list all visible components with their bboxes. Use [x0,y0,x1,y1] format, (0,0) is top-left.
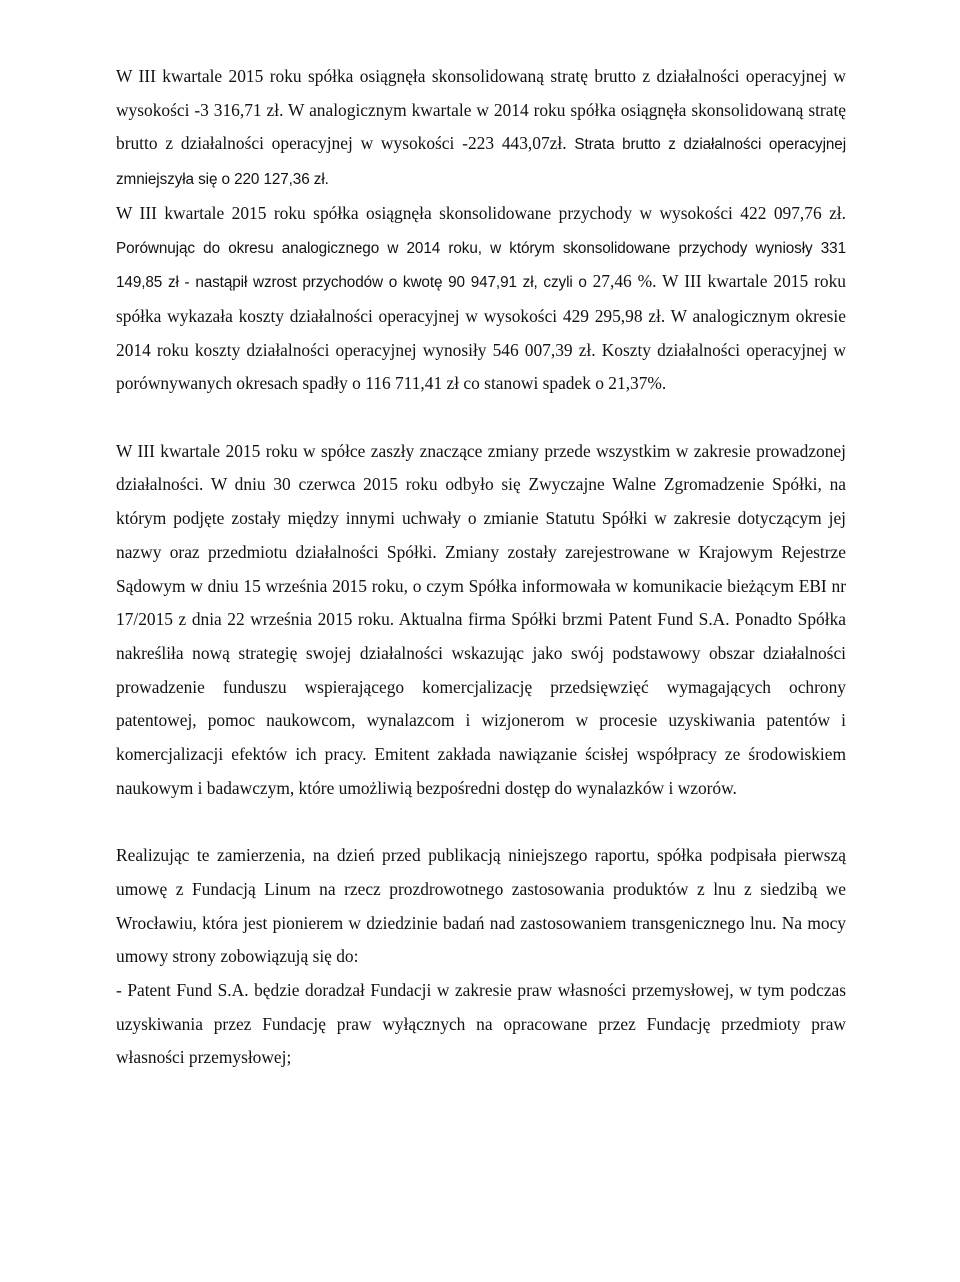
paragraph-agreement [116,839,846,974]
paragraph-revenue-costs [116,197,846,401]
text-segment: Realizując te zamierzenia, na dzień przed publikacją niniejszego raportu, spółka podpisała pierwszą umowę z Fundacją Linum na rzecz prozdrowotnego zastosowania produktów z lnu z siedzibą we Wrocławiu, która jest pionierem w dziedzinie badań nad zastosowaniem transgenicznego lnu. Na mocy umowy strony zobowiązują się do: [116,845,846,967]
text-segment: Strata brutto z działalności operacyjnej zmniejszyła się o 220 127,36 zł. [116,136,846,189]
list-item-obligation [116,974,846,1075]
text-segment: W III kwartale 2015 roku spółka osiągnęła skonsolidowaną stratę brutto z działalności operacyjnej w wysokości -3 316,71 zł. W analogicznym kwartale w 2014 roku spółka osiągnęła skonsolidowaną stratę brutto z działalności operacyjnej w wysokości -223 443,07zł. [116,66,846,154]
text-segment: 27,46 %. W III kwartale 2015 roku spółka wykazała koszty działalności operacyjnej w wysokości 429 295,98 zł. W analogicznym okresie 2014 roku koszty działalności operacyjnej wynosiły 546 007,39 zł. Koszty działalności operacyjnej w porównywanych okresach spadły o 116 711,41 zł co stanowi spadek o 21,37%. [116,271,846,394]
text-segment: Porównując do okresu analogicznego w 2014 roku, w którym skonsolidowane przychody wyniosły 331 149,85 zł - nastąpił wzrost przychodów o kwotę 90 947,91 zł, czyli o [116,239,846,292]
text-segment: W III kwartale 2015 roku w spółce zaszły znaczące zmiany przede wszystkim w zakresie prowadzonej działalności. W dniu 30 czerwca 2015 roku odbyło się Zwyczajne Walne Zgromadzenie Spółki, na którym podjęte zostały między innymi uchwały o zmianie Statutu Spółki w zakresie dotyczącym jej nazwy oraz przedmiotu działalności Spółki. Zmiany zostały zarejestrowane w Krajowym Rejestrze Sądowym w dniu 15 września 2015 roku, o czym Spółka informowała w komunikacie bieżącym EBI nr 17/2015 z dnia 22 września 2015 roku. Aktualna firma Spółki brzmi Patent Fund S.A. Ponadto Spółka nakreśliła nową strategię swojej działalności wskazując jako swój podstawowy obszar działalności prowadzenie funduszu wspierającego komercjalizację przedsięwzięć wymagających ochrony patentowej, pomoc naukowcom, wynalazcom i wizjonerom w procesie uzyskiwania patentów i komercjalizacji efektów ich pracy. Emitent zakłada nawiązanie ścisłej współpracy ze środowiskiem naukowym i badawczym, które umożliwią bezpośredni dostęp do wynalazków i wzorów. [116,440,846,798]
text-segment: - Patent Fund S.A. będzie doradzał Fundacji w zakresie praw własności przemysłowej, w tym podczas uzyskiwania przez Fundację praw wyłącznych na opracowane przez Fundację przedmioty praw własności przemysłowej; [116,979,846,1068]
document-page [116,60,846,1075]
paragraph-operating-loss [116,60,846,197]
paragraph-company-changes [116,435,846,806]
text-segment: W III kwartale 2015 roku spółka osiągnęła skonsolidowane przychody w wysokości 422 097,76 zł. [116,202,846,223]
